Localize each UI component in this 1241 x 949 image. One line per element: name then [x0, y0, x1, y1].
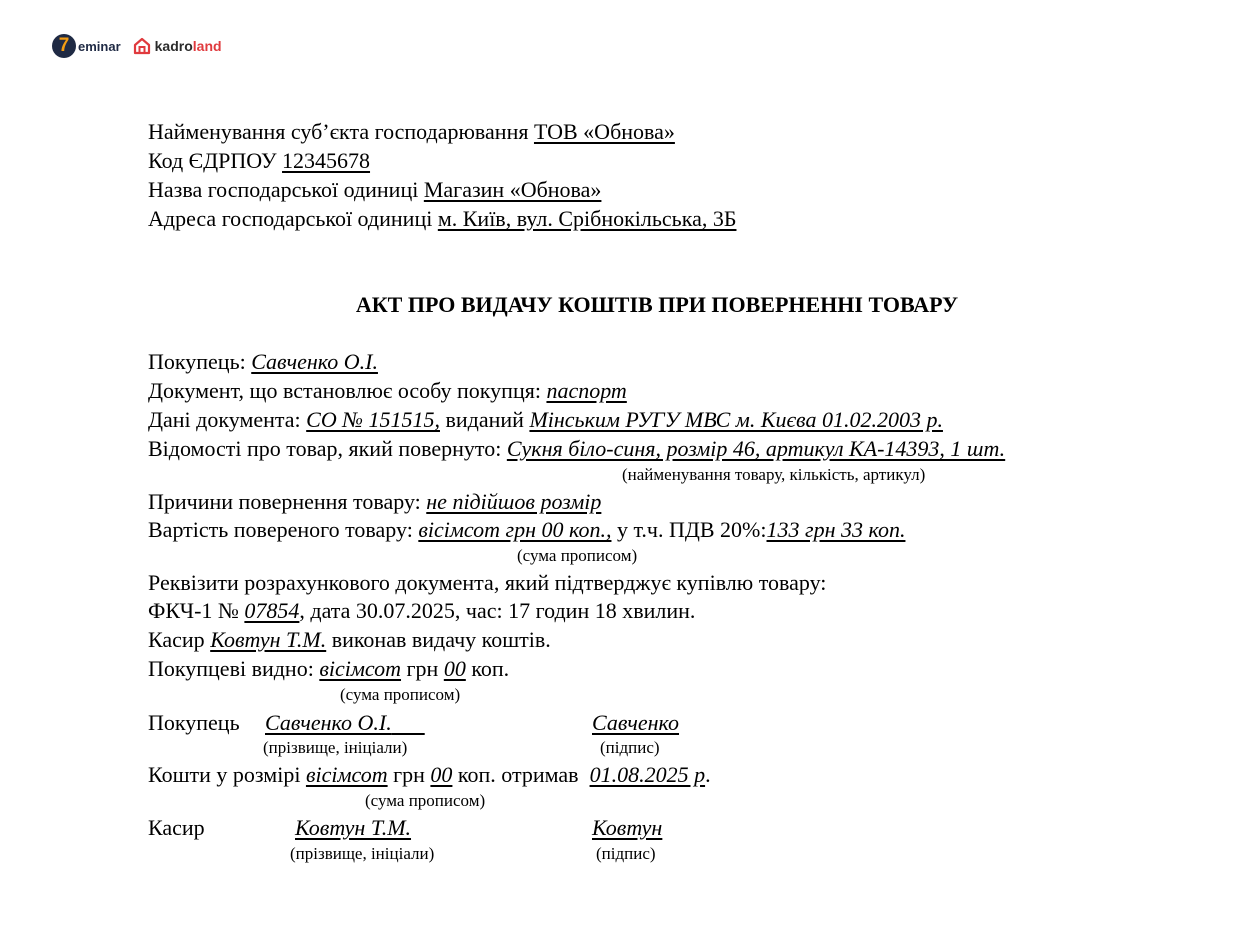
entity-code-value: 12345678: [282, 148, 371, 173]
unit-name-line: Назва господарської одиниці Магазин «Обнова»: [148, 177, 602, 202]
goods-value: Сукня біло-синя, розмір 46, артикул КА-14393, 1 шт.: [506, 436, 1006, 461]
header-logos: [52, 34, 222, 58]
fkch-line: ФКЧ-1 № 07854, дата 30.07.2025, час: 17 годин 18 хвилин.: [148, 598, 696, 623]
unit-address-line: Адреса господарської одиниці м. Київ, вул. Срібнокільська, 3Б: [148, 206, 737, 231]
sign-cashier-signature: Ковтун: [592, 815, 663, 840]
sign-cashier-name-note: (прізвище, ініціали): [290, 844, 435, 863]
received-date-value: 01.08.2025 р: [589, 762, 706, 787]
sign-buyer-name-note: (прізвище, ініціали): [263, 738, 408, 757]
cost-value: вісімсот грн 00 коп.,: [418, 517, 612, 542]
goods-line: Відомості про товар, який повернуто: Сукня біло-синя, розмір 46, артикул КА-14393, 1 шт.: [148, 436, 1006, 461]
unit-name-value: Магазин «Обнова»: [423, 177, 602, 202]
sign-buyer-name: Савченко О.І.: [265, 710, 392, 735]
seminar-logo[interactable]: [52, 34, 121, 58]
paid-kop-value: 00: [443, 656, 466, 681]
entity-name-value: ТОВ «Обнова»: [533, 119, 675, 144]
fkch-number-value: 07854: [244, 598, 300, 623]
reason-line: Причини повернення товару: не підійшов розмір: [148, 489, 602, 514]
document-issuer-value: Мінським РУГУ МВС м. Києва 01.02.2003 р.: [529, 407, 943, 432]
sign-cashier-sign-note: (підпис): [596, 844, 656, 863]
cost-note: (сума прописом): [517, 546, 638, 565]
sign-buyer-label: Покупець: [148, 710, 240, 735]
received-amount-value: вісімсот: [305, 762, 388, 787]
entity-name-line: Найменування суб’єкта господарювання ТОВ «Обнова»: [148, 119, 675, 144]
sign-cashier-label: Касир: [148, 815, 205, 840]
received-kop-value: 00: [430, 762, 453, 787]
receipt-label-line: Реквізити розрахункового документа, який підтверджує купівлю товару:: [148, 570, 827, 595]
sign-buyer-sign-note: (підпис): [600, 738, 660, 757]
document-data-line: Дані документа: СО № 151515, виданий Мінським РУГУ МВС м. Києва 01.02.2003 р.: [148, 407, 943, 432]
unit-address-value: м. Київ, вул. Срібнокільська, 3Б: [437, 206, 737, 231]
vat-value: 133 грн 33 коп.: [766, 517, 906, 542]
buyer-line: Покупець: Савченко О.І.: [148, 349, 378, 374]
paid-note: (сума прописом): [340, 685, 461, 704]
buyer-value: Савченко О.І.: [251, 349, 378, 374]
cashier-line: Касир Ковтун Т.М. виконав видачу коштів.: [148, 627, 551, 652]
document-title: АКТ ПРО ВИДАЧУ КОШТІВ ПРИ ПОВЕРНЕННІ ТОВАРУ: [355, 292, 959, 317]
received-note: (сума прописом): [365, 791, 486, 810]
kadroland-logo-text: kadroland: [154, 38, 222, 54]
kadroland-logo[interactable]: [133, 37, 222, 55]
paid-line: Покупцеві видно: вісімсот грн 00 коп.: [148, 656, 510, 681]
received-line: Кошти у розмірі вісімсот грн 00 коп. отримав 01.08.2025 р.: [148, 762, 711, 787]
paid-amount-value: вісімсот: [319, 656, 402, 681]
cost-line: Вартість повереного товару: вісімсот грн 00 коп., у т.ч. ПДВ 20%:133 грн 33 коп.: [148, 517, 906, 542]
sign-cashier-name: Ковтун Т.М.: [295, 815, 412, 840]
entity-code-line: Код ЄДРПОУ 12345678: [148, 148, 371, 173]
document-number-value: СО № 151515,: [306, 407, 440, 432]
reason-value: не підійшов розмір: [426, 489, 602, 514]
id-document-line: Документ, що встановлює особу покупця: паспорт: [148, 378, 627, 403]
cashier-value: Ковтун Т.М.: [210, 627, 327, 652]
seminar-logo-text: eminar: [78, 38, 121, 54]
sign-buyer-signature: Савченко: [592, 710, 680, 735]
seminar-logo-badge: 7: [52, 34, 76, 58]
goods-note: (найменування товару, кількість, артикул): [622, 465, 926, 484]
id-document-value: паспорт: [546, 378, 627, 403]
kadroland-house-icon: [133, 37, 151, 55]
